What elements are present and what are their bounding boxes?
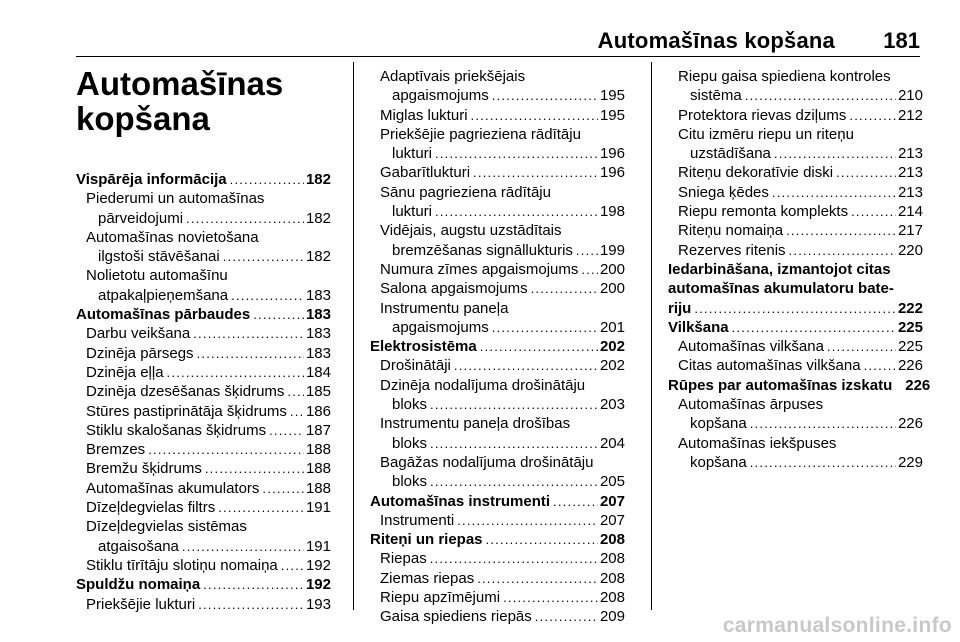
- toc-entry-page: 182: [305, 248, 331, 266]
- toc-entry[interactable]: [76, 402, 331, 421]
- toc-entry-title: Priekšējie lukturi: [86, 595, 196, 613]
- toc-entry[interactable]: [668, 241, 923, 260]
- toc-entry[interactable]: [76, 382, 331, 401]
- dot-leader: [205, 459, 304, 478]
- toc-entry[interactable]: [76, 363, 331, 382]
- toc-entry-page: 192: [305, 576, 331, 594]
- toc-entry-page: 213: [897, 164, 923, 182]
- toc-entry-page: 205: [599, 473, 625, 491]
- toc-entry[interactable]: [76, 556, 331, 575]
- toc-entry-group[interactable]: [76, 517, 331, 556]
- toc-entry-page: 213: [897, 183, 923, 201]
- toc-entry-page: 196: [599, 164, 625, 182]
- toc-entry[interactable]: [668, 202, 923, 221]
- toc-entry[interactable]: [76, 595, 331, 614]
- toc-entry-page: 191: [305, 537, 331, 555]
- toc-entry-title: Vilkšana: [668, 318, 729, 336]
- toc-entry-title-line-1: Instrumentu paneļa drošības: [380, 415, 571, 433]
- dot-leader: [167, 363, 304, 382]
- column-divider-1: [353, 62, 354, 610]
- toc-entry[interactable]: [86, 286, 331, 305]
- toc-entry-page: 182: [305, 209, 331, 227]
- toc-entry-page: 199: [599, 241, 625, 259]
- toc-entry-page: 193: [305, 595, 331, 613]
- toc-entry-page: 222: [897, 299, 923, 317]
- dot-leader: [203, 575, 304, 594]
- toc-entry-page: 226: [897, 357, 923, 375]
- toc-entry-title: uzstādīšana: [690, 145, 771, 163]
- toc-entry-title: Gaisa spiediens riepās: [380, 608, 532, 626]
- toc-entry[interactable]: [380, 395, 625, 414]
- chapter-title: [76, 66, 336, 136]
- toc-entry-title: Riepas: [380, 550, 427, 568]
- toc-entry-title: Miglas lukturi: [380, 106, 468, 124]
- toc-entry-title: Bremžu šķidrums: [86, 460, 202, 478]
- toc-entry[interactable]: [370, 337, 625, 356]
- toc-entry-page: 186: [305, 402, 331, 420]
- toc-entry-title: Ziemas riepas: [380, 569, 475, 587]
- dot-leader: [253, 305, 304, 324]
- toc-entry-group[interactable]: [668, 395, 923, 434]
- toc-entry-title: bloks: [392, 434, 428, 452]
- toc-entry-page: 192: [305, 556, 331, 574]
- toc-entry[interactable]: [370, 607, 625, 626]
- toc-entry-title-line-1: Automašīnas novietošana: [86, 228, 259, 246]
- dot-leader: [223, 247, 304, 266]
- dot-leader: [827, 337, 896, 356]
- toc-entry[interactable]: [76, 459, 331, 478]
- toc-entry-page: 225: [897, 318, 923, 336]
- toc-entry[interactable]: [86, 209, 331, 228]
- toc-entry[interactable]: [76, 344, 331, 363]
- toc-entry-title: Automašīnas instrumenti: [370, 492, 551, 510]
- toc-entry[interactable]: [668, 299, 923, 318]
- toc-entry-title: ilgstoši stāvēšanai: [98, 248, 220, 266]
- dot-leader: [218, 498, 304, 517]
- toc-entry[interactable]: [370, 511, 625, 530]
- toc-entry-group[interactable]: [370, 125, 625, 164]
- toc-column-1: [76, 170, 331, 614]
- toc-section-group[interactable]: [668, 260, 923, 318]
- toc-entry-title-line-1: Nolietotu automašīnu: [86, 267, 228, 285]
- toc-entry[interactable]: [380, 144, 625, 163]
- dot-leader: [531, 279, 598, 298]
- toc-entry[interactable]: [370, 549, 625, 568]
- toc-entry-page: 184: [305, 363, 331, 381]
- dot-leader: [454, 356, 598, 375]
- toc-entry-title-line-1: Adaptīvais priekšējais: [380, 68, 526, 85]
- toc-entry-title: apgaismojums: [392, 318, 489, 336]
- toc-entry-page: 188: [305, 441, 331, 459]
- toc-entry-title: kopšana: [690, 453, 747, 471]
- toc-entry-title-line-1: Dīzeļdegvielas sistēmas: [86, 518, 247, 536]
- toc-entry-title: apgaismojums: [392, 87, 489, 105]
- dot-leader: [193, 324, 304, 343]
- toc-entry-title-line-1: Instrumentu paneļa: [380, 299, 509, 317]
- toc-entry-group[interactable]: [668, 67, 923, 106]
- toc-entry[interactable]: [86, 537, 331, 556]
- toc-entry-title: Riepu apzīmējumi: [380, 589, 501, 607]
- dot-leader: [435, 202, 598, 221]
- toc-entry-title: Vispārēja informācija: [76, 171, 227, 188]
- toc-entry[interactable]: [370, 279, 625, 298]
- toc-entry[interactable]: [370, 492, 625, 511]
- toc-entry-title-line-1: Priekšējie pagrieziena rādītāju: [380, 125, 581, 143]
- toc-entry-title-line-1: Citu izmēru riepu un riteņu: [678, 125, 854, 143]
- toc-entry-page: 195: [599, 106, 625, 124]
- column-divider-2: [651, 62, 652, 610]
- toc-entry-page: 217: [897, 222, 923, 240]
- toc-entry-title: Riepu remonta komplekts: [678, 203, 849, 221]
- toc-entry-page: 188: [305, 460, 331, 478]
- toc-entry-group[interactable]: [370, 67, 625, 106]
- toc-entry-title: Rūpes par automašīnas izskatu: [668, 376, 893, 394]
- toc-entry[interactable]: [370, 569, 625, 588]
- toc-entry[interactable]: [380, 202, 625, 221]
- toc-entry-group[interactable]: [370, 453, 625, 492]
- toc-entry-page: 202: [599, 338, 625, 356]
- toc-entry-title: Elektrosistēma: [370, 338, 477, 356]
- toc-entry-page: 208: [599, 589, 625, 607]
- toc-entry-group[interactable]: [76, 266, 331, 305]
- toc-entry-title-line-1: Sānu pagrieziena rādītāju: [380, 183, 551, 201]
- toc-entry-page: 200: [599, 280, 625, 298]
- toc-entry[interactable]: [370, 530, 625, 549]
- dot-leader: [262, 479, 304, 498]
- dot-leader: [576, 241, 598, 260]
- toc-entry[interactable]: [370, 106, 625, 125]
- dot-leader: [492, 318, 598, 337]
- dot-leader: [477, 569, 598, 588]
- dot-leader: [269, 421, 304, 440]
- toc-entry[interactable]: [668, 106, 923, 125]
- toc-entry[interactable]: [76, 498, 331, 517]
- toc-entry-title: Numura zīmes apgaismojums: [380, 260, 579, 278]
- toc-entry-title: Instrumenti: [380, 511, 455, 529]
- toc-entry-group[interactable]: [76, 228, 331, 267]
- toc-entry-title-line-1: Dzinēja nodalījuma drošinātāju: [380, 376, 586, 394]
- dot-leader: [486, 530, 598, 549]
- toc-entry-page: 220: [897, 241, 923, 259]
- dot-leader: [553, 492, 598, 511]
- dot-leader: [186, 209, 304, 228]
- toc-entry-page: 183: [305, 325, 331, 343]
- toc-entry-page: 182: [305, 171, 331, 188]
- toc-entry-page: 198: [599, 203, 625, 221]
- toc-entry-page: 187: [305, 421, 331, 439]
- toc-entry-title: Dzinēja pārsegs: [86, 344, 194, 362]
- toc-entry[interactable]: [76, 440, 331, 459]
- toc-entry-title-line-1: Automašīnas iekšpuses: [678, 434, 837, 452]
- dot-leader: [750, 414, 896, 433]
- toc-entry[interactable]: [678, 86, 923, 105]
- toc-entry[interactable]: [668, 221, 923, 240]
- dot-leader: [281, 556, 304, 575]
- toc-entry-title: Gabarītlukturi: [380, 164, 471, 182]
- toc-entry-page: 226: [897, 415, 923, 433]
- dot-leader: [836, 163, 896, 182]
- toc-entry-page: 183: [305, 286, 331, 304]
- dot-leader: [786, 221, 896, 240]
- toc-entry-page: 212: [897, 106, 923, 124]
- dot-leader: [849, 106, 896, 125]
- toc-entry-title: bremzēšanas signāllukturis: [392, 241, 573, 259]
- toc-entry[interactable]: [668, 318, 923, 337]
- toc-entry-page: 203: [599, 396, 625, 414]
- toc-entry[interactable]: [678, 414, 923, 433]
- toc-entry-title: Dzinēja eļļa: [86, 363, 164, 381]
- toc-entry-group[interactable]: [370, 299, 625, 338]
- toc-entry[interactable]: [678, 453, 923, 472]
- toc-entry-page: 208: [599, 531, 625, 549]
- dot-leader: [851, 202, 896, 221]
- toc-entry-title: Citas automašīnas vilkšana: [678, 357, 861, 375]
- dot-leader: [197, 344, 304, 363]
- toc-entry-page: 191: [305, 499, 331, 517]
- toc-entry-page: 214: [897, 203, 923, 221]
- toc-entry-title-line-1: Automašīnas ārpuses: [678, 396, 824, 414]
- toc-entry[interactable]: [380, 434, 625, 453]
- toc-entry-page: 200: [599, 260, 625, 278]
- dot-leader: [480, 337, 598, 356]
- toc-entry-title: Automašīnas pārbaudes: [76, 306, 251, 324]
- toc-entry-title: bloks: [392, 396, 428, 414]
- toc-entry[interactable]: [370, 356, 625, 375]
- chapter-title-line-2: kopšana: [76, 100, 210, 137]
- watermark: carmanualsonline.info: [722, 614, 952, 637]
- toc-entry-title: sistēma: [690, 87, 742, 105]
- toc-entry-title: Rezerves ritenis: [678, 241, 786, 259]
- toc-entry[interactable]: [380, 472, 625, 491]
- toc-entry-page: 195: [599, 87, 625, 105]
- dot-leader: [581, 260, 598, 279]
- toc-entry-page: 183: [305, 306, 331, 324]
- toc-entry-title: Automašīnas akumulators: [86, 479, 260, 497]
- toc-entry[interactable]: [678, 144, 923, 163]
- dot-leader: [430, 549, 598, 568]
- dot-leader: [198, 595, 304, 614]
- toc-entry-title: Stiklu skalošanas šķidrums: [86, 421, 267, 439]
- toc-entry-title: Stiklu tīrītāju slotiņu nomaiņa: [86, 556, 278, 574]
- dot-leader: [230, 170, 304, 189]
- toc-entry[interactable]: [370, 260, 625, 279]
- toc-entry-page: 208: [599, 569, 625, 587]
- toc-entry-title: riju: [668, 299, 692, 317]
- toc-entry-title-line-1: Bagāžas nodalījuma drošinātāju: [380, 453, 594, 471]
- dot-leader: [750, 453, 896, 472]
- toc-entry-title: Drošinātāji: [380, 357, 451, 375]
- toc-entry-group[interactable]: [76, 189, 331, 228]
- toc-entry-group[interactable]: [668, 125, 923, 164]
- toc-entry-title: Riteņu nomaiņa: [678, 222, 784, 240]
- toc-entry-page: 207: [599, 511, 625, 529]
- toc-entry-page: 207: [599, 492, 625, 510]
- dot-leader: [503, 588, 598, 607]
- dot-leader: [290, 402, 304, 421]
- toc-entry-page: 183: [305, 344, 331, 362]
- toc-entry[interactable]: [668, 376, 931, 395]
- toc-entry-title: Riteņu dekoratīvie diski: [678, 164, 834, 182]
- toc-entry-page: 202: [599, 357, 625, 375]
- dot-leader: [231, 286, 304, 305]
- toc-entry-title: atpakaļpieņemšana: [98, 286, 229, 304]
- toc-entry-title-line-1: Vidējais, augstu uzstādītais: [380, 222, 562, 240]
- toc-entry-page: 209: [599, 608, 625, 626]
- dot-leader: [864, 356, 896, 375]
- toc-entry-title: atgaisošana: [98, 537, 179, 555]
- dot-leader: [745, 86, 896, 105]
- toc-entry-title: Riteņi un riepas: [370, 531, 483, 549]
- dot-leader: [148, 440, 304, 459]
- toc-entry[interactable]: [86, 247, 331, 266]
- toc-entry-page: 188: [305, 479, 331, 497]
- toc-entry-group[interactable]: [370, 183, 625, 222]
- dot-leader: [435, 144, 598, 163]
- toc-entry-page: 204: [599, 434, 625, 452]
- toc-entry[interactable]: [380, 241, 625, 260]
- toc-entry[interactable]: [76, 305, 331, 324]
- dot-leader: [457, 511, 598, 530]
- dot-leader: [694, 299, 896, 318]
- toc-entry-title: Bremzes: [86, 441, 146, 459]
- toc-entry-page: 229: [897, 453, 923, 471]
- toc-entry-page: 185: [305, 383, 331, 401]
- toc-entry-page: 226: [905, 376, 931, 394]
- toc-entry-title-line-1: Piederumi un automašīnas: [86, 190, 265, 208]
- toc-entry-page: 210: [897, 87, 923, 105]
- toc-entry-title: pārveidojumi: [98, 209, 184, 227]
- running-header-title: Automašīnas kopšana: [597, 28, 835, 53]
- toc-entry-title: Automašīnas vilkšana: [678, 338, 824, 356]
- toc-entry[interactable]: [668, 163, 923, 182]
- toc-entry[interactable]: [668, 337, 923, 356]
- toc-entry-page: 201: [599, 318, 625, 336]
- toc-entry[interactable]: [76, 575, 331, 594]
- dot-leader: [473, 163, 598, 182]
- header-rule: [76, 56, 920, 57]
- toc-section-title-line-1: Iedarbināšana, izmantojot citas: [668, 260, 891, 278]
- toc-entry-title: Protektora rievas dziļums: [678, 106, 847, 124]
- toc-entry[interactable]: [76, 479, 331, 498]
- toc-entry[interactable]: [76, 324, 331, 343]
- toc-column-2: [370, 67, 625, 627]
- toc-entry-group[interactable]: [370, 221, 625, 260]
- toc-entry-title: Dīzeļdegvielas filtrs: [86, 499, 216, 517]
- toc-entry[interactable]: [370, 588, 625, 607]
- toc-column-3: [668, 67, 931, 472]
- toc-entry-group[interactable]: [370, 414, 625, 453]
- toc-entry[interactable]: [76, 421, 331, 440]
- dot-leader: [430, 395, 598, 414]
- toc-entry-page: 208: [599, 550, 625, 568]
- toc-entry-title: Spuldžu nomaiņa: [76, 576, 201, 594]
- toc-entry-title: Sniega ķēdes: [678, 183, 769, 201]
- toc-entry[interactable]: [380, 318, 625, 337]
- dot-leader: [772, 183, 896, 202]
- dot-leader: [430, 434, 598, 453]
- toc-entry-page: 196: [599, 145, 625, 163]
- toc-entry[interactable]: [380, 86, 625, 105]
- toc-entry-title: Dzinēja dzesēšanas šķidrums: [86, 383, 285, 401]
- toc-entry-group[interactable]: [668, 434, 923, 473]
- dot-leader: [732, 318, 896, 337]
- toc-entry[interactable]: [668, 356, 923, 375]
- page-number: 181: [883, 28, 920, 53]
- chapter-title-line-1: Automašīnas: [76, 65, 284, 102]
- dot-leader: [789, 241, 896, 260]
- toc-entry-title: Salona apgaismojums: [380, 280, 528, 298]
- toc-entry-title: bloks: [392, 473, 428, 491]
- toc-entry-title-line-1: Riepu gaisa spiediena kontroles: [678, 68, 891, 85]
- dot-leader: [471, 106, 598, 125]
- toc-section-title-line-2: automašīnas akumulatoru bate-: [668, 280, 894, 298]
- dot-leader: [535, 607, 598, 626]
- dot-leader: [287, 382, 304, 401]
- dot-leader: [492, 86, 598, 105]
- dot-leader: [774, 144, 896, 163]
- dot-leader: [182, 537, 304, 556]
- toc-entry[interactable]: [668, 183, 923, 202]
- toc-entry-group[interactable]: [370, 376, 625, 415]
- toc-entry-title: Darbu veikšana: [86, 325, 191, 343]
- toc-entry[interactable]: [76, 170, 331, 189]
- dot-leader: [430, 472, 598, 491]
- toc-entry-title: kopšana: [690, 415, 747, 433]
- toc-entry-page: 213: [897, 145, 923, 163]
- toc-entry-page: 225: [897, 338, 923, 356]
- toc-entry-title: Stūres pastiprinātāja šķidrums: [86, 402, 287, 420]
- toc-entry-title: lukturi: [392, 145, 433, 163]
- toc-entry[interactable]: [370, 163, 625, 182]
- toc-entry-title: lukturi: [392, 203, 433, 221]
